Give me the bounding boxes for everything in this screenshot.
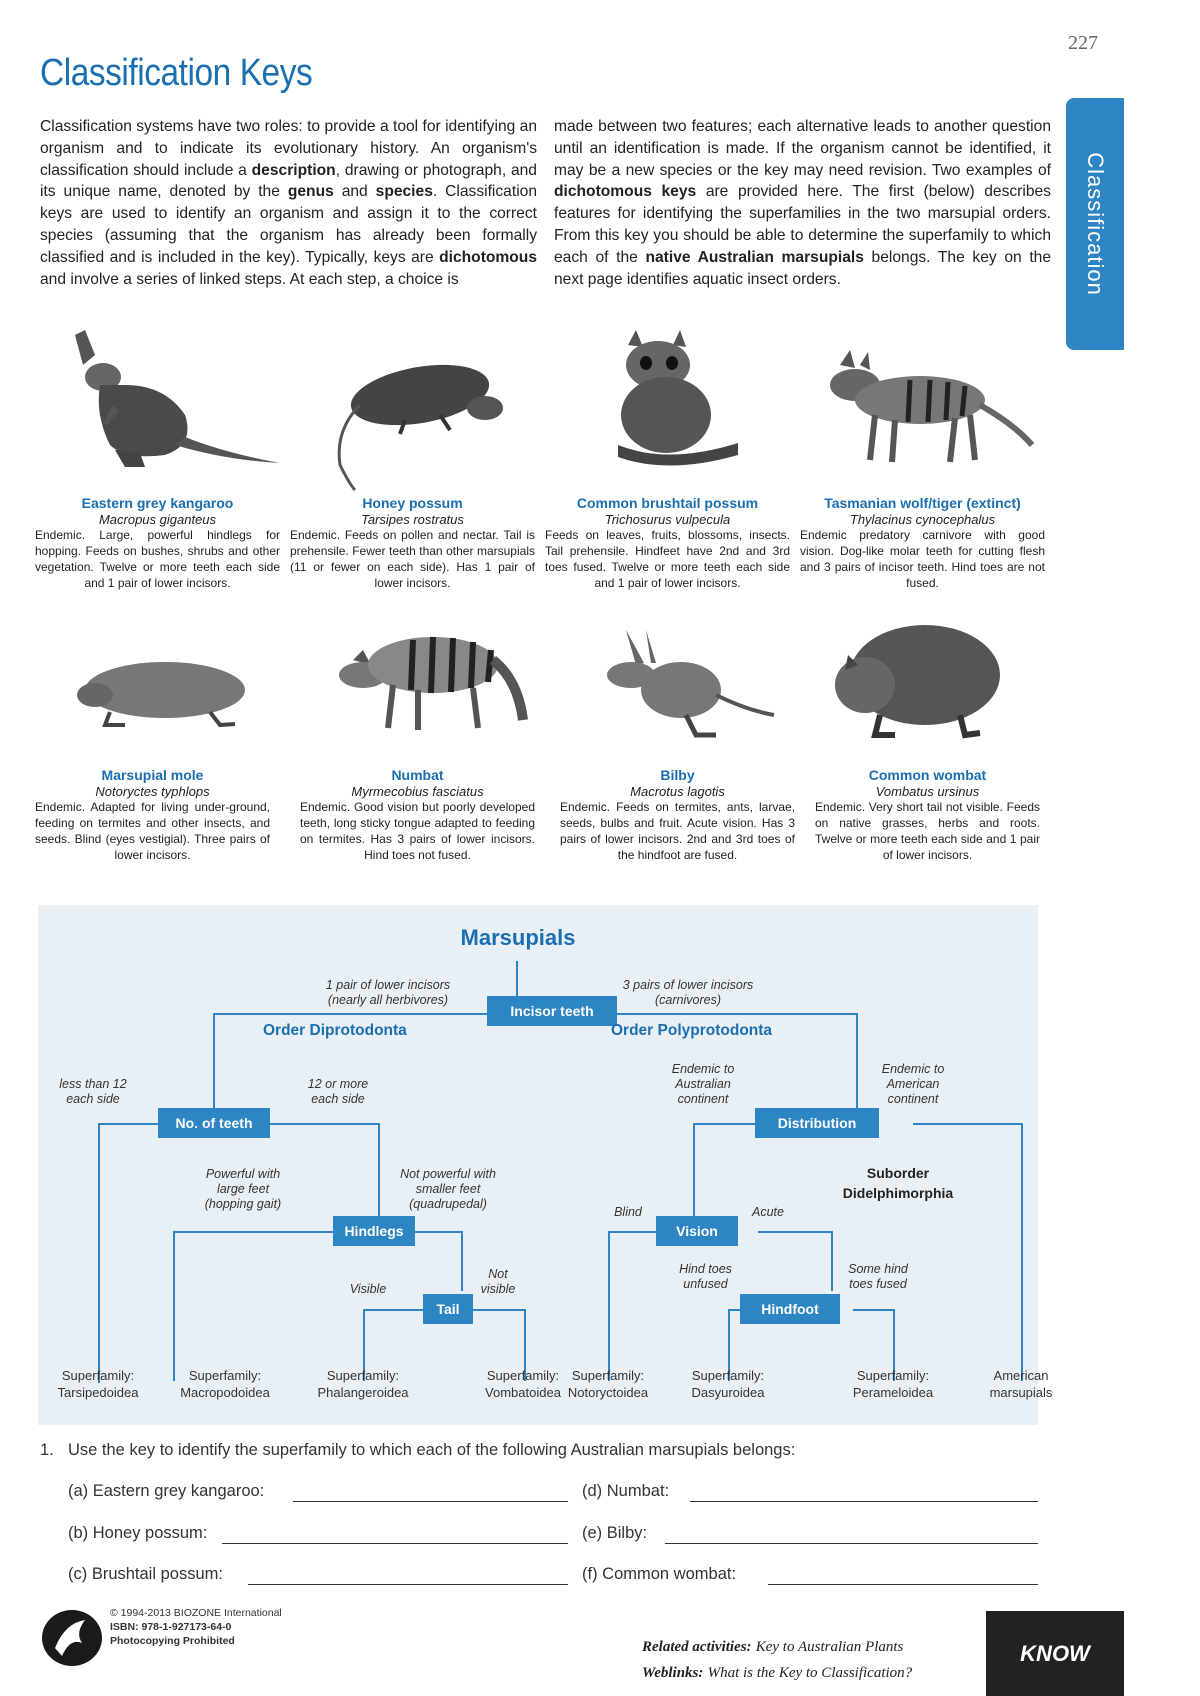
answer-label-e: (e) Bilby: [582,1524,648,1542]
animal-card [545,495,790,591]
intro-bold-term: dichotomous [439,248,537,266]
answer-line-e[interactable] [665,1542,1038,1544]
answer-label-d: (d) Numbat: [582,1482,670,1500]
animal-card [300,767,535,863]
answer-label-f: (f) Common wombat: [582,1565,737,1583]
branch-label: 12 or more each side [307,1077,369,1106]
branch-label: Hind toes unfused [679,1262,732,1291]
answer-label-a: (a) Eastern grey kangaroo: [68,1482,265,1500]
animal-scientific-name: Macrotus lagotis [630,784,725,799]
know-tab: KNOW [986,1611,1124,1696]
weblinks-link[interactable]: What is the Key to Classification? [707,1665,913,1681]
thylacine-illustration [820,350,1035,470]
animal-scientific-name: Myrmecobius fasciatus [351,784,484,799]
bilby-illustration [596,625,776,740]
branch-label: Some hind toes fused [848,1262,908,1291]
key-title: Marsupials [460,925,576,950]
superfamily-leaf: Superfamily: Phalangeroidea [317,1368,409,1400]
intro-column-left [40,116,537,290]
animal-card [290,495,535,591]
biozone-logo-icon [40,1608,105,1668]
animal-card [560,767,795,863]
branch-label: 1 pair of lower incisors (nearly all herbivores) [325,978,451,1007]
side-tab-label: Classification [1083,152,1108,296]
suborder-didelphimorphia: Suborder Didelphimorphia [842,1165,954,1201]
related-activities-link[interactable]: Key to Australian Plants [755,1639,904,1655]
distribution-box: Distribution [755,1108,879,1138]
page-number: 227 [1068,32,1098,54]
answer-line-a[interactable] [293,1500,568,1502]
hindlegs-box: Hindlegs [333,1216,415,1246]
intro-text: Classification systems have two roles: to provide a tool for identifying an organism and to indicate its evolutionary history. An organism's classification should include a [40,118,537,179]
animal-name: Numbat [391,767,444,783]
wombat-illustration [830,615,1005,740]
intro-bold-term: genus [287,183,334,201]
no-of-teeth-box: No. of teeth [158,1108,270,1138]
animal-scientific-name: Trichosurus vulpecula [604,512,731,527]
kangaroo-illustration [55,325,285,475]
related-activities-label: Related activities: [642,1639,752,1655]
order-polyprotodonta: Order Polyprotodonta [611,1022,773,1039]
branch-label: Blind [614,1205,642,1219]
animal-scientific-name: Thylacinus cynocephalus [849,512,996,527]
animal-name: Common brushtail possum [576,495,759,511]
animal-name: Bilby [660,767,695,783]
brushtail-possum-illustration [598,325,748,480]
superfamily-leaf: Superfamily: Perameloidea [852,1368,934,1400]
footer-copyright-block [110,1606,282,1648]
tail-box: Tail [423,1294,473,1324]
animal-name: Honey possum [362,495,463,511]
intro-text: are provided here. The first (below) describes features for identifying the superfamilies in the two marsupial orders. From this key you should be able to determine the superfamily to which each of the [554,183,1051,266]
numbat-illustration [333,620,528,740]
superfamily-leaf: American marsupials [989,1368,1053,1400]
branch-label: less than 12 each side [59,1077,127,1106]
superfamily-leaf: Superfamily: Vombatoidea [485,1368,561,1400]
related-links [642,1634,912,1686]
animal-description: Endemic. Good vision but poorly developed teeth, long sticky tongue adapted to feeding on termites. Has 3 pairs of lower incisors. Hind toes not fused. [300,800,535,862]
animal-card [800,495,1045,591]
isbn-text: ISBN: 978-1-927173-64-0 [110,1621,232,1633]
animal-card [815,767,1040,863]
intro-text: belongs. The key on the next page identifies aquatic insect orders. [554,248,1052,288]
answer-line-d[interactable] [690,1500,1038,1502]
question-text: Use the key to identify the superfamily to which each of the following Australian marsupials belongs: [68,1441,796,1459]
animal-description: Endemic. Adapted for living under-ground, feeding on termites and other insects, and seeds. Blind (eyes vestigial). Three pairs of lower incisors. [35,800,270,862]
copyright-text: © 1994-2013 BIOZONE International [110,1607,282,1619]
superfamily-leaf: Superfamily: Dasyuroidea [691,1368,765,1400]
marsupial-mole-illustration [70,650,270,730]
animal-scientific-name: Notoryctes typhlops [95,784,210,799]
answer-label-c: (c) Brushtail possum: [68,1565,223,1583]
intro-text: . Classification keys are used to identify an organism and assign it to the correct species (assuming that the organism has already been formally classified and is included in the key). Typically, keys are [40,183,537,266]
vision-box: Vision [656,1216,738,1246]
animal-name: Common wombat [868,767,987,783]
intro-text: and involve a series of linked steps. At each step, a choice is [40,270,459,288]
intro-column-right [554,116,1051,290]
answer-line-f[interactable] [768,1583,1038,1585]
intro-bold-term: dichotomous keys [554,183,697,201]
intro-bold-term: species [375,183,433,201]
animal-name: Tasmanian wolf/tiger (extinct) [824,495,1021,511]
superfamily-leaf: Superfamily: Macropodoidea [180,1368,270,1400]
animal-scientific-name: Vombatus ursinus [875,784,980,799]
weblinks-label: Weblinks: [642,1665,704,1681]
superfamily-leaf: Superfamily: Tarsipedoidea [57,1368,139,1400]
animal-description: Endemic. Large, powerful hindlegs for hopping. Feeds on bushes, shrubs and other vegetation. Twelve or more teeth each side and 1 pair of lower incisors. [35,528,280,590]
animal-card [35,767,270,863]
animal-scientific-name: Tarsipes rostratus [361,512,464,527]
answer-line-c[interactable] [248,1583,568,1585]
photocopy-text: Photocopying Prohibited [110,1635,235,1647]
animal-description: Endemic predatory carnivore with good vision. Dog-like molar teeth for cutting flesh and 3 pairs of incisor teeth. Hind toes are not fused. [800,528,1045,590]
animal-name: Marsupial mole [101,767,204,783]
animal-scientific-name: Macropus giganteus [98,512,217,527]
superfamily-leaf: Superfamily: Notoryctoidea [567,1368,649,1400]
page-title: Classification Keys [40,52,313,94]
question-number: 1. [40,1441,54,1459]
branch-label: Powerful with large feet (hopping gait) [204,1167,282,1211]
animal-card [35,495,280,591]
intro-bold-term: native Australian marsupials [645,248,864,266]
branch-label: Acute [752,1205,784,1219]
answer-label-b: (b) Honey possum: [68,1524,208,1542]
branch-label: Endemic to American continent [881,1062,945,1106]
branch-label: Not powerful with smaller feet (quadrupedal) [400,1167,496,1211]
branch-label: Not visible [480,1267,516,1296]
intro-text: , drawing or photograph, and its unique name, denoted by the [40,161,537,201]
intro-bold-term: description [251,161,336,179]
answer-line-b[interactable] [222,1542,568,1544]
incisor-teeth-box: Incisor teeth [487,996,617,1026]
branch-label: Visible [349,1282,387,1296]
animal-description: Feeds on leaves, fruits, blossoms, insects. Tail prehensile. Hindfeet have 2nd and 3rd toes fused. Twelve or more teeth each side and 1 pair of lower incisors. [545,528,790,590]
animal-name: Eastern grey kangaroo [81,495,234,511]
hindfoot-box: Hindfoot [740,1294,840,1324]
order-diprotodonta: Order Diprotodonta [263,1022,407,1039]
animal-description: Endemic. Feeds on pollen and nectar. Tail is prehensile. Fewer teeth than other marsupials (11 or fewer on each side). Has 1 pair of lower incisors. [290,528,535,590]
intro-text: and [333,183,376,201]
dichotomous-key-panel [38,905,1053,1425]
animal-description: Endemic. Feeds on termites, ants, larvae, seeds, bulbs and fruit. Acute vision. Has 3 pairs of lower incisors. 2nd and 3rd toes of the hindfoot are fused. [560,800,795,862]
honey-possum-illustration [330,350,520,500]
intro-text: made between two features; each alternative leads to another question until an identification is made. If the organism cannot be identified, it may be a new species or the key may need revision. Two examples of [554,118,1051,179]
branch-label: 3 pairs of lower incisors (carnivores) [622,978,754,1007]
side-tab [1066,98,1124,350]
animal-description: Endemic. Very short tail not visible. Feeds on native grasses, herbs and roots. Twelve or more teeth each side and 1 pair of lower incisors. [815,800,1040,862]
branch-label: Endemic to Australian continent [671,1062,735,1106]
